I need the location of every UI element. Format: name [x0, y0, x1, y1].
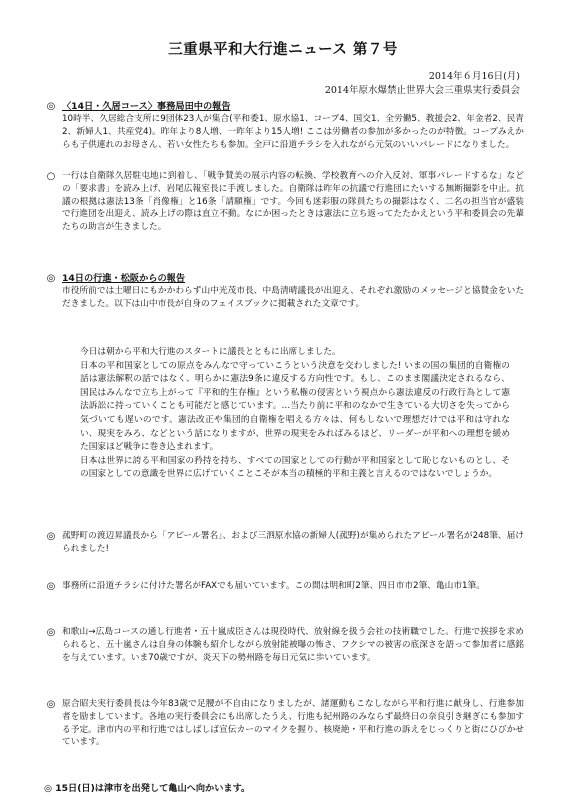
double-circle-bullet-icon: ◎ — [46, 627, 56, 638]
item-chairman — [46, 698, 524, 749]
section-heading: 〈14日・久居コース〉事務局田中の報告 — [62, 101, 231, 112]
item-fax-signatures — [46, 580, 524, 593]
double-circle-bullet-icon: ◎ — [46, 581, 56, 592]
section-body: 市役所前では土曜日にもかかわらず山中光茂市長、中島清晴議長が出迎え、それぞれ激励のメッセージと協賛金をいただきました。以下は山中市長が自身のフェイスブックに掲載された文章です。 — [62, 286, 525, 309]
circle-bullet-icon: ○ — [46, 171, 56, 182]
section-hisai-report — [46, 100, 524, 151]
item-igarashi — [46, 626, 524, 664]
mayor-facebook-quote: 今日は朝から平和大行進のスタートに議長とともに出席しました。 日本の平和国家としての原点をみんなで守っていこうという決意を交わしました! いまの国の集団的自衛権の話は憲法解釈の話ではなく、明らかに憲法9条に違反する方向性です。もし、このまま閣議決定されるなら、国民はみんなで立ち上がって『平和的生存権』という私権の侵害という視点から憲法違反の行政行為として憲法訴訟に持っていくことも可能だと感じています。…当たり前に平和のなかで生きている大切さを失ってから気づいても遅いのです。憲法改正や集団的自衛権を唱える方々は、何もしないで理想だけでは平和は守れない、現実をみろ、などという話になりますが、世界の現実をみればみるほど、リーダーが平和への理想を緩めた国家ほど戦争に巻き込まれます。 日本は世界に誇る平和国家の矜持を持ち、すべての国家としての行動が平和国家として恥じないものとし、その国家としての意識を世界に広げていくことこそが本当の積極的平和主義と言えるのではないでしょうか。 — [80, 347, 510, 480]
section-heading: 14日の行進・松阪からの報告 — [62, 273, 186, 284]
double-circle-bullet-icon: ◎ — [46, 531, 56, 542]
section-jsdf-report — [46, 170, 524, 234]
double-circle-bullet-icon: ◎ — [46, 101, 56, 112]
section-matsusaka-report — [46, 272, 525, 311]
section-body: 一行は自衛隊久居駐屯地に到着し、「戦争賛美の展示内容の転換、学校教育への介入反対、軍事パレードするな」などの「要求書」を読み上げ、岩尾広報室長に手渡しました。自衛隊は昨年の抗議で行進団にたいする無断撮影を中止。抗議の根拠は憲法13条「肖像権」と16条「請願権」です。今回も迷彩服の隊員たちの撮影はなく、二名の担当官が盛装で行進団を出迎え、読み上げの際は直立不動。なにか困ったときは憲法に立ち返ってたたかえという平和委員会の先輩たちの助言が生きました。 — [62, 171, 524, 233]
double-circle-bullet-icon: ◎ — [46, 273, 56, 284]
section-body: 10時半、久居総合支所に9団体23人が集合(平和委1、原水協1、コープ4、国交1、全労働5、教援会2、年金者2、民青2、新婦人1、共産党4)。昨年より8人増、一昨年より15人増! ここは労働者の参加が多かったのが特徴。コープみえからも子供連れのお母さん、若い女性たちも参加。全戸に沿道チラシを入れながら元気のいいパレードになりました。 — [62, 114, 524, 150]
item-body: 原合昭夫実行委員長は今年83歳で足腰が不自由になりましたが、諸運動もこなしながら平和行進に献身し、行進参加者を励ましています。各地の実行委員会にも出席したうえ、行進も紀州路のみならず最終日の奈良引き継ぎにも参加する予定。津市内の平和行進ではしばしば宣伝カーのマイクを握り、核廃絶・平和行進の訴えをじっくりと街にひびかせています。 — [62, 699, 524, 748]
page-title: 三重県平和大行進ニュース 第７号 — [168, 42, 398, 58]
double-circle-bullet-icon: ◎ — [46, 699, 56, 710]
organization-name: 2014年原水爆禁止世界大会三重県実行委員会 — [324, 85, 520, 96]
footer-note: ◎ 15日(日)は津市を出発して亀山へ向かいます。 — [44, 783, 251, 794]
item-body: 事務所に沿道チラシに付けた署名がFAXでも届いています。この間は明和町2筆、四日市市2筆、亀山市1筆。 — [62, 581, 485, 591]
item-komono-signatures — [46, 530, 524, 556]
issue-date: 2014年６月16日(月) — [428, 71, 520, 82]
item-body: 菰野町の渡辺昇議長から「アピール署名」、および三泗原水協の新婦人(菰野)が集められたアピール署名が248筆、届けられました! — [62, 531, 524, 554]
item-body: 和歌山→広島コースの通し行進者・五十嵐成臣さんは現役時代、放射線を扱う会社の技術職でした。行進で挨拶を求められると、五十嵐さんは自身の体験も紹介しながら放射能被曝の怖さ、フクシマの被害の底深さを語って参加者に感銘を与えています。いま70歳ですが、炎天下の勢州路を毎日元気に歩いています。 — [62, 627, 524, 663]
